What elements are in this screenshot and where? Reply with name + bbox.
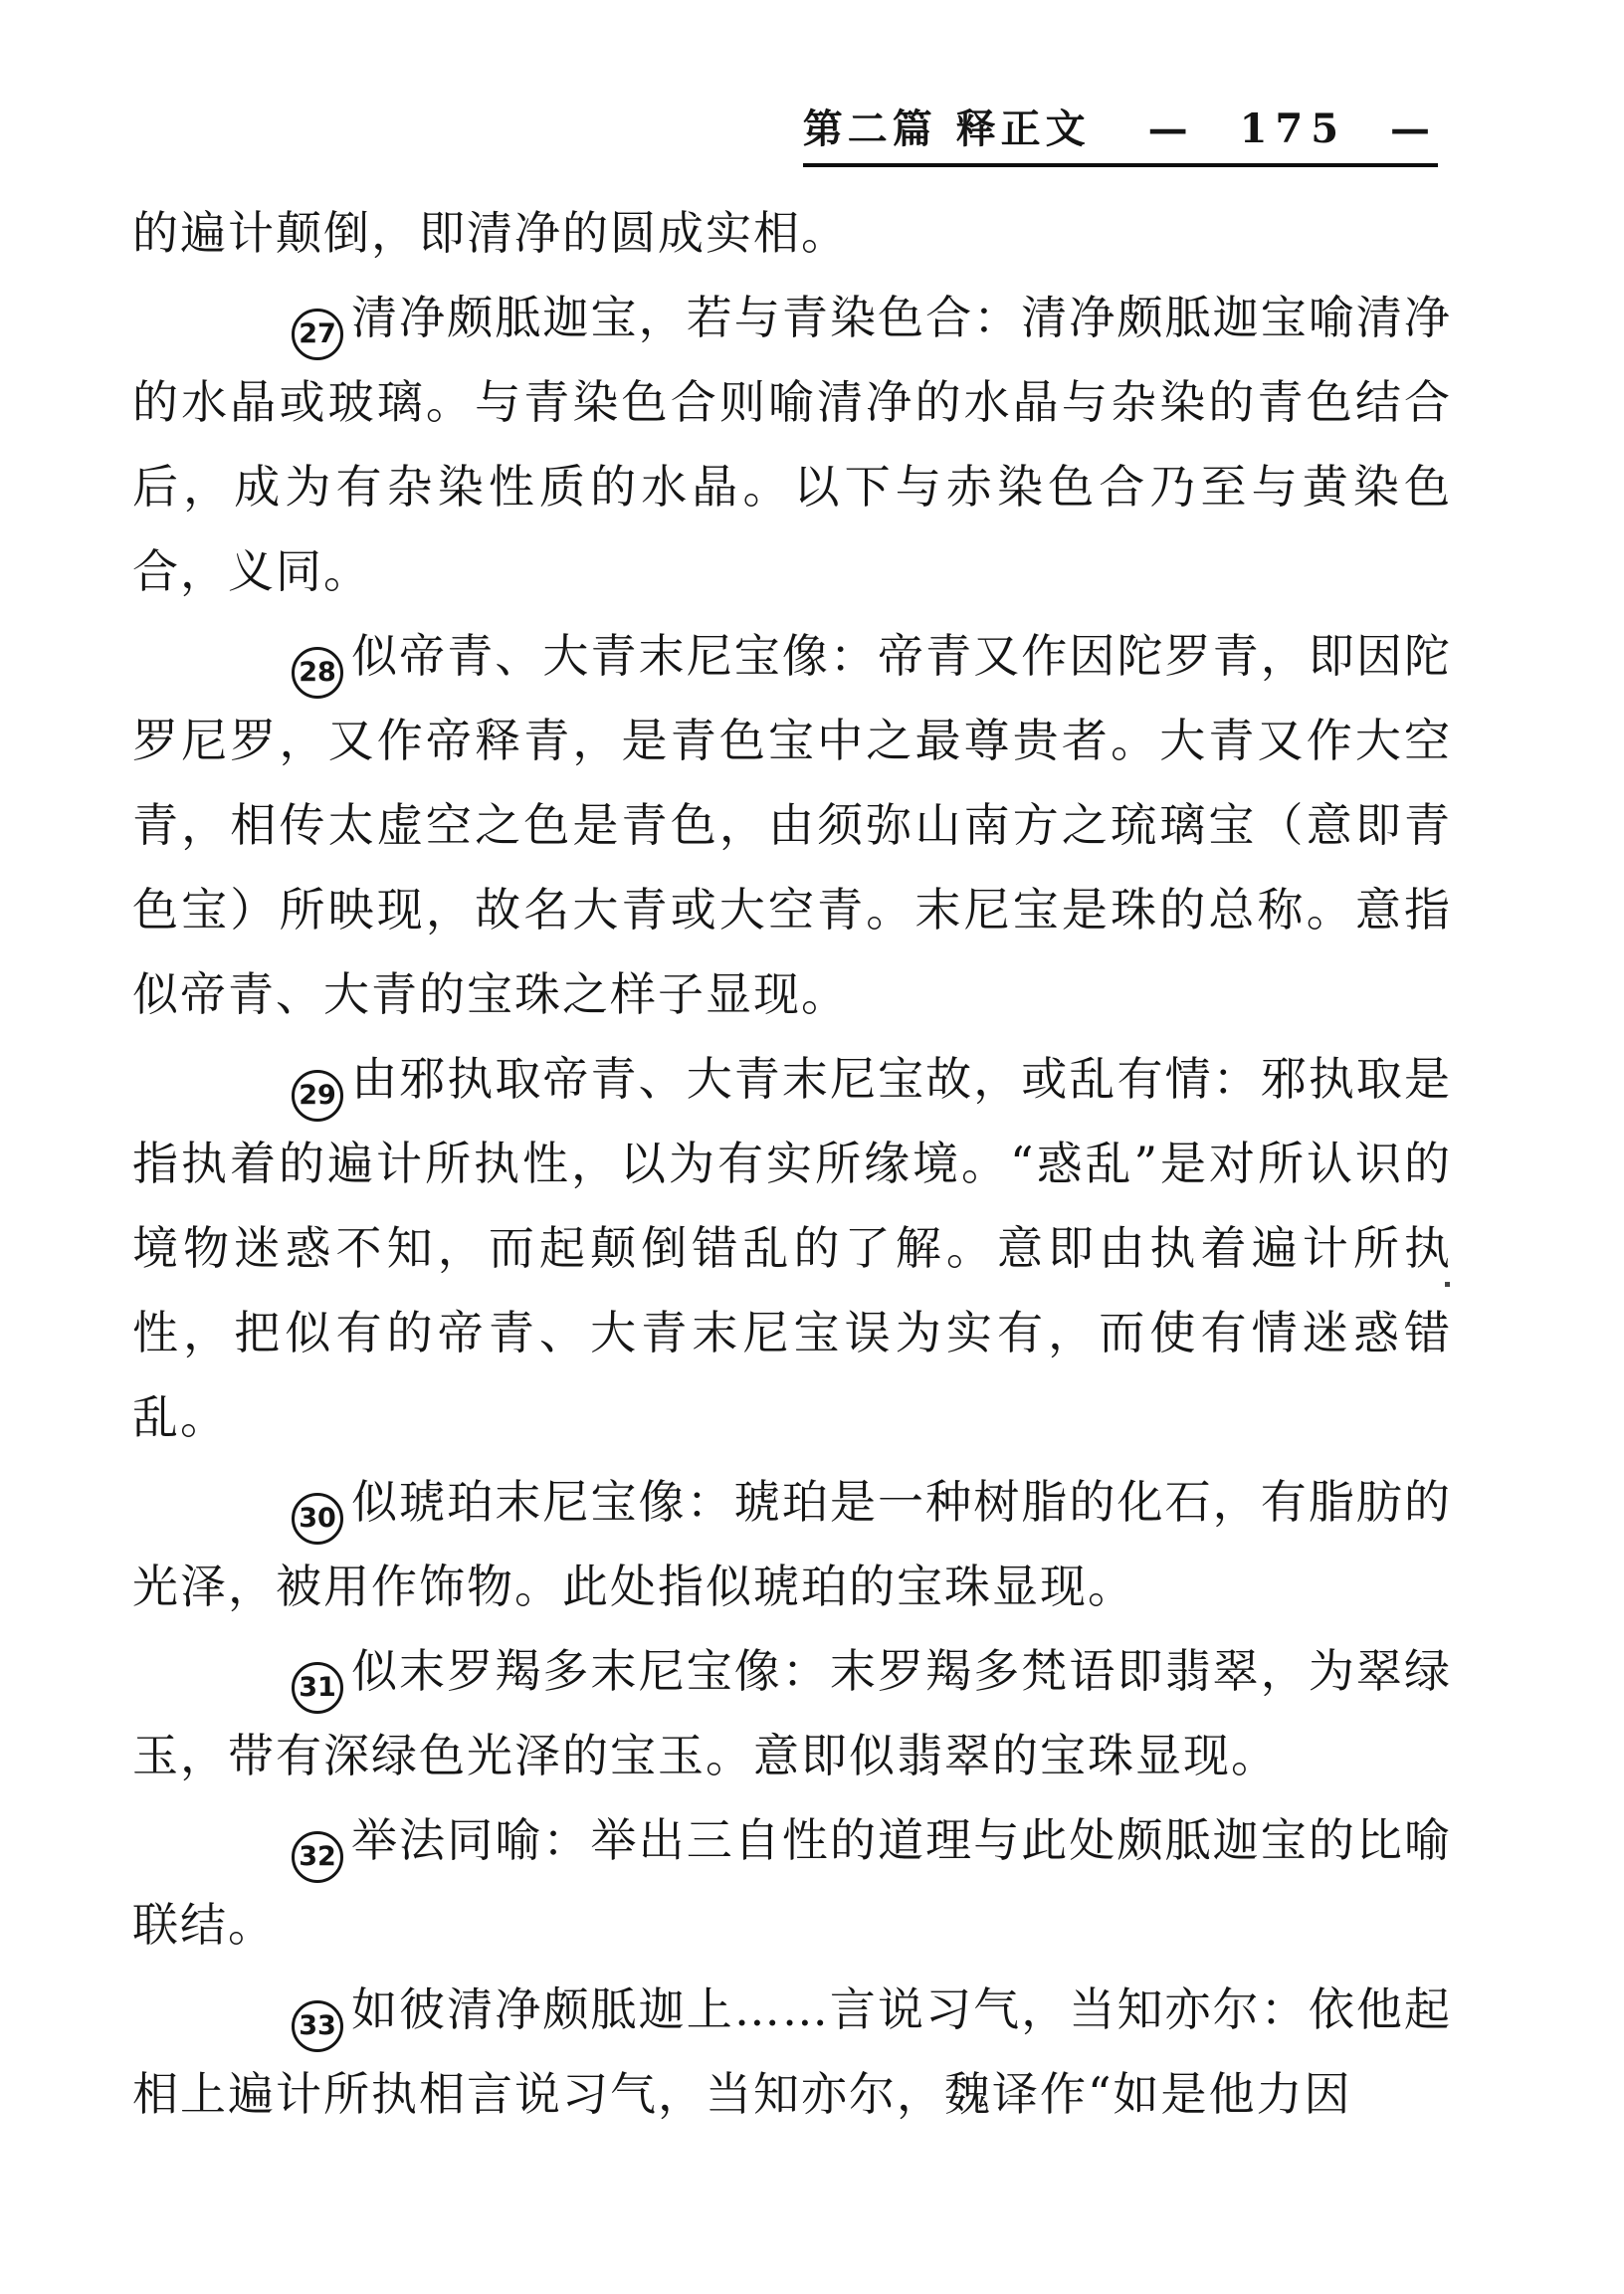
- paragraph: [132, 1629, 1452, 1798]
- text-block: [132, 191, 1452, 2137]
- paragraph: [132, 1968, 1452, 2137]
- paragraph-text: 举法同喻：举出三自性的道理与此处颇胝迦宝的比喻联结。: [132, 1813, 1452, 1952]
- paragraph-text: 的遍计颠倒，即清净的圆成实相。: [132, 206, 849, 260]
- paragraph-number: 30: [292, 1493, 343, 1545]
- paragraph-number: 27: [292, 309, 343, 360]
- paragraph-text: 似帝青、大青末尼宝像：帝青又作因陀罗青，即因陀罗尼罗，又作帝释青，是青色宝中之最尊贵者。大青又作大空青，相传太虚空之色是青色，由须弥山南方之琉璃宝（意即青色宝）所映现，故名大青或大空青。末尼宝是珠的总称。意指似帝青、大青的宝珠之样子显现。: [132, 629, 1452, 1021]
- page-header: [803, 98, 1438, 167]
- paragraph-number: 31: [292, 1662, 343, 1714]
- paragraph-number: 28: [292, 647, 343, 699]
- paragraph-number: 33: [292, 2000, 343, 2052]
- paragraph: [132, 1460, 1452, 1629]
- paragraph: [132, 191, 1452, 276]
- chapter-title: 第二篇 释正文: [802, 105, 1091, 152]
- paragraph-text: 似琥珀末尼宝像：琥珀是一种树脂的化石，有脂肪的光泽，被用作饰物。此处指似琥珀的宝珠显现。: [132, 1475, 1452, 1613]
- paragraph-number: 29: [292, 1070, 343, 1122]
- paragraph-text: 由邪执取帝青、大青末尼宝故，或乱有情：邪执取是指执着的遍计所执性，以为有实所缘境。“惑乱”是对所认识的境物迷惑不知，而起颠倒错乱的了解。意即由执着遍计所执性，把似有的帝青、大青末尼宝误为实有，而使有情迷惑错乱。: [132, 1052, 1452, 1444]
- paragraph-number: 32: [292, 1831, 343, 1883]
- paragraph: [132, 1798, 1452, 1968]
- scan-speck: [1445, 1282, 1450, 1287]
- page-number: — 175 —: [1147, 105, 1438, 152]
- paragraph-text: 清净颇胝迦宝，若与青染色合：清净颇胝迦宝喻清净的水晶或玻璃。与青染色合则喻清净的水晶与杂染的青色结合后，成为有杂染性质的水晶。以下与赤染色合乃至与黄染色合，义同。: [132, 291, 1452, 598]
- paragraph: [132, 1037, 1452, 1460]
- paragraph-text: 似末罗羯多末尼宝像：末罗羯多梵语即翡翠，为翠绿玉，带有深绿色光泽的宝玉。意即似翡翠的宝珠显现。: [132, 1644, 1452, 1782]
- paragraph-text: 如彼清净颇胝迦上……言说习气，当知亦尔：依他起相上遍计所执相言说习气，当知亦尔，魏译作“如是他力因: [132, 1982, 1452, 2121]
- paragraph: [132, 614, 1452, 1037]
- paragraph: [132, 276, 1452, 614]
